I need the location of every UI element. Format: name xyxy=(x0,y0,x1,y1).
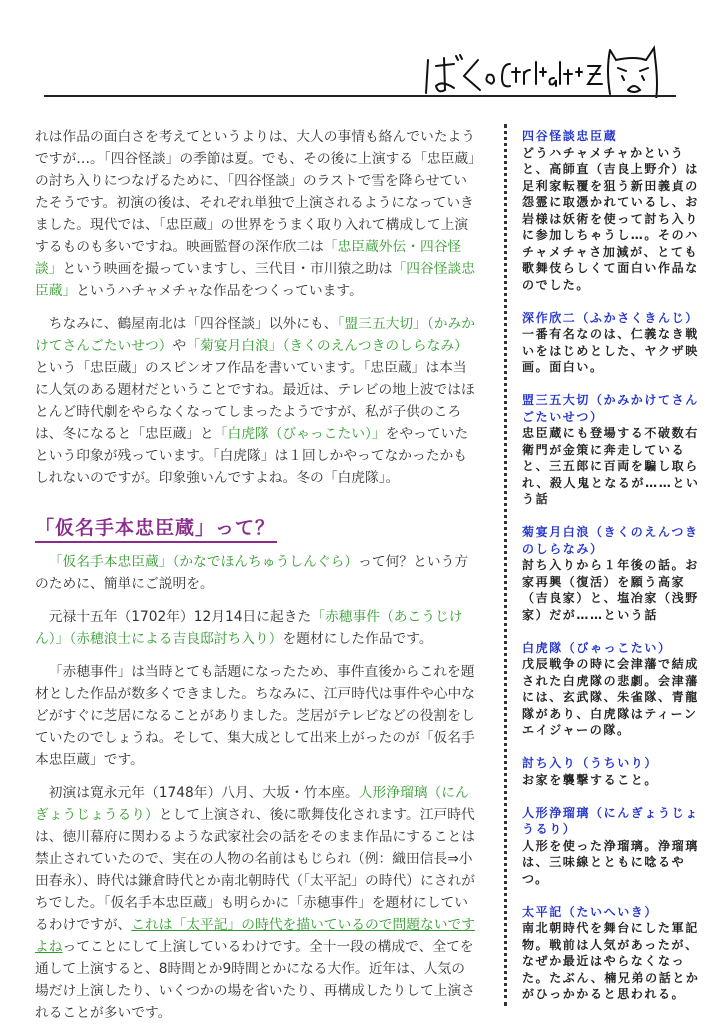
glossary-definition: どうハチャメチャかというと、高師直（吉良上野介）は足利家転覆を狙う新田義貞の怨霊に取憑かれているし、お岩様は妖術を使って討ち入りに参加しちゃうし…。そのハチャメチャさ加減が、とても歌舞伎らしくて面白い作品なのでした。 xyxy=(522,145,699,292)
glossary-term: 深作欣二（ふかさくきんじ） xyxy=(522,310,699,325)
glossary-term: 討ち入り（うちいり） xyxy=(522,756,659,770)
glossary-term: 人形浄瑠璃（にんぎょうじょうるり） xyxy=(522,805,699,836)
paragraph xyxy=(35,782,477,1024)
glossary-term: 盟三五大切（かみかけてさんごたいせつ） xyxy=(522,393,699,424)
column-divider xyxy=(504,124,507,1006)
paragraph xyxy=(35,606,477,650)
header-rule xyxy=(44,95,676,97)
text-segment: として上演され、後に歌舞伎化されます。江戸時代は、徳川幕府に関わるような武家社会の話をそのまま作品にすることは禁止されていたので、実在の人物の名前はもじられ（例：織田信長⇒小田春永）、時代は鎌倉時代とか南北朝時代（「太平記」の時代）にされがちでした。「仮名手本忠臣蔵」も明らかに「赤穂事件」を題材にしているわけですが、 xyxy=(35,807,476,933)
section-title: 「仮名手本忠臣蔵」って？ xyxy=(35,516,277,543)
glossary-definition: お家を襲撃すること。 xyxy=(522,772,659,787)
handwritten-logo xyxy=(418,38,678,98)
glossary-entry xyxy=(522,904,700,1003)
highlighted-term: 「仮名手本忠臣蔵」（かなでほんちゅうしんぐら） xyxy=(48,554,359,570)
text-segment: って何？という方のために、簡単にご説明を。 xyxy=(35,554,469,592)
glossary-sidebar xyxy=(522,128,700,1019)
text-segment: を題材にした作品です。 xyxy=(282,631,433,647)
text-segment: や xyxy=(172,338,187,354)
glossary-entry xyxy=(522,392,700,508)
glossary-entry xyxy=(522,310,700,376)
text-segment: ちなみに、鶴屋南北は「四谷怪談」以外にも、 xyxy=(48,316,338,332)
glossary-definition: 戊辰戦争の時に会津藩で結成された白虎隊の悲劇。会津藩には、玄武隊、朱雀隊、青龍隊があり、白虎隊はティーンエイジャーの隊。 xyxy=(522,657,699,737)
glossary-term: 白虎隊（びゃっこたい） xyxy=(522,640,672,655)
highlighted-term: 「盟三五大切」（かみかけてさんごたいせつ） xyxy=(35,316,476,354)
paragraph xyxy=(35,551,477,595)
page-header xyxy=(0,0,722,100)
paragraph xyxy=(35,313,477,489)
glossary-definition: 討ち入りから１年後の話。お家再興（復活）を願う高家（吉良家）と、塩冶家（浅野家）だが……という話 xyxy=(522,558,699,622)
glossary-entry xyxy=(522,640,700,739)
glossary-definition: 人形を使った浄瑠璃。浄瑠璃は、三味線とともに唸るやつ。 xyxy=(522,838,699,886)
text-segment: をやっていたという印象が残っています。「白虎隊」は１回しかやってなかったかもしれないのですが。印象強いんですよね。冬の「白虎隊」。 xyxy=(35,426,469,486)
glossary-entry xyxy=(522,524,700,623)
highlighted-term: 「白虎隊（びゃっこたい）」 xyxy=(213,426,386,442)
glossary-entry xyxy=(522,755,700,788)
glossary-entry xyxy=(522,128,700,293)
glossary-term: 四谷怪談忠臣蔵 xyxy=(522,129,618,143)
paragraph xyxy=(35,126,477,302)
glossary-term: 太平記（たいへいき） xyxy=(522,904,659,919)
text-segment: ってことにして上演しているわけです。全十一段の構成で、全てを通して上演すると、8時間とか9時間とかになる大作。近年は、人気の場だけ上演したり、いくつかの場を省いたり、再構成したりして上演されることが多いです。 xyxy=(35,939,476,1021)
glossary-term: 菊宴月白浪（きくのえんつきのしらなみ） xyxy=(522,525,699,556)
highlighted-term: 「忠臣蔵外伝・四谷怪談」 xyxy=(35,239,462,277)
text-segment: 「赤穂事件」は当時とても話題になったため、事件直後からこれを題材とした作品が数多くできました。ちなみに、江戸時代は事件や心中などがすぐに芝居になることがありました。芝居がテレビなどの役割をしていたのでしょうね。そして、集大成として出来上がったのが「仮名手本忠臣蔵」です。 xyxy=(35,664,476,768)
highlighted-term: 「菊宴月白浪」（きくのえんつきのしらなみ） xyxy=(186,338,468,354)
highlighted-term: これは「太平記」の時代を描いているので問題ないですよね xyxy=(35,917,476,955)
glossary-entry xyxy=(522,805,700,888)
text-segment: という「忠臣蔵」のスピンオフ作品を書いています。「忠臣蔵」は本当に人気のある題材だということですね。最近は、テレビの地上波ではほとんど時代劇をやらなくなってしまったようですが、私が子供のころは、冬になると「忠臣蔵」と xyxy=(35,360,475,442)
text-segment: 元禄十五年（1702年）12月14日に起きた xyxy=(48,609,312,625)
text-segment: れは作品の面白さを考えてというよりは、大人の事情も絡んでいたようですが…。「四谷怪談」の季節は夏。でも、その後に上演する「忠臣蔵」の討ち入りにつなげるために、「四谷怪談」のラストで雪を降らせていたそうです。初演の後は、それぞれ単独で上演されるようになっていきました。現代では、「忠臣蔵」の世界をうまく取り入れて構成して上演するものも多いですね。映画監督の深作欣二は xyxy=(35,129,476,255)
glossary-definition: 南北朝時代を舞台にした軍記物。戦前は人気があったが、なぜか最近はやらなくなった。たぶん、楠兄弟の話とかがひっかかると思われる。 xyxy=(522,921,700,1001)
highlighted-term: 人形浄瑠璃（にんぎょうじょうるり） xyxy=(35,785,469,823)
main-article xyxy=(35,126,477,1035)
highlighted-term: 「四谷怪談忠臣蔵」 xyxy=(35,261,476,299)
paragraph xyxy=(35,661,477,771)
text-segment: 初演は寛永元年（1748年）八月、大坂・竹本座。 xyxy=(48,785,359,801)
article-paragraphs-top xyxy=(35,126,477,489)
article-paragraphs-bottom xyxy=(35,551,477,1024)
glossary-definition: 一番有名なのは、仁義なき戦いをはじめとした、ヤクザ映画。面白い。 xyxy=(522,327,699,374)
glossary-definition: 忠臣蔵にも登場する不破数右衛門が金策に奔走していると、三五郎に百両を騙し取られ、殺人鬼となるが……という話 xyxy=(522,426,700,506)
text-segment: というハチャメチャな作品をつくっています。 xyxy=(76,283,363,299)
text-segment: という映画を撮っていますし、三代目・市川猿之助は xyxy=(62,261,393,277)
highlighted-term: 「赤穂事件（あこうじけん）」（赤穂浪士による吉良邸討ち入り） xyxy=(35,609,463,647)
